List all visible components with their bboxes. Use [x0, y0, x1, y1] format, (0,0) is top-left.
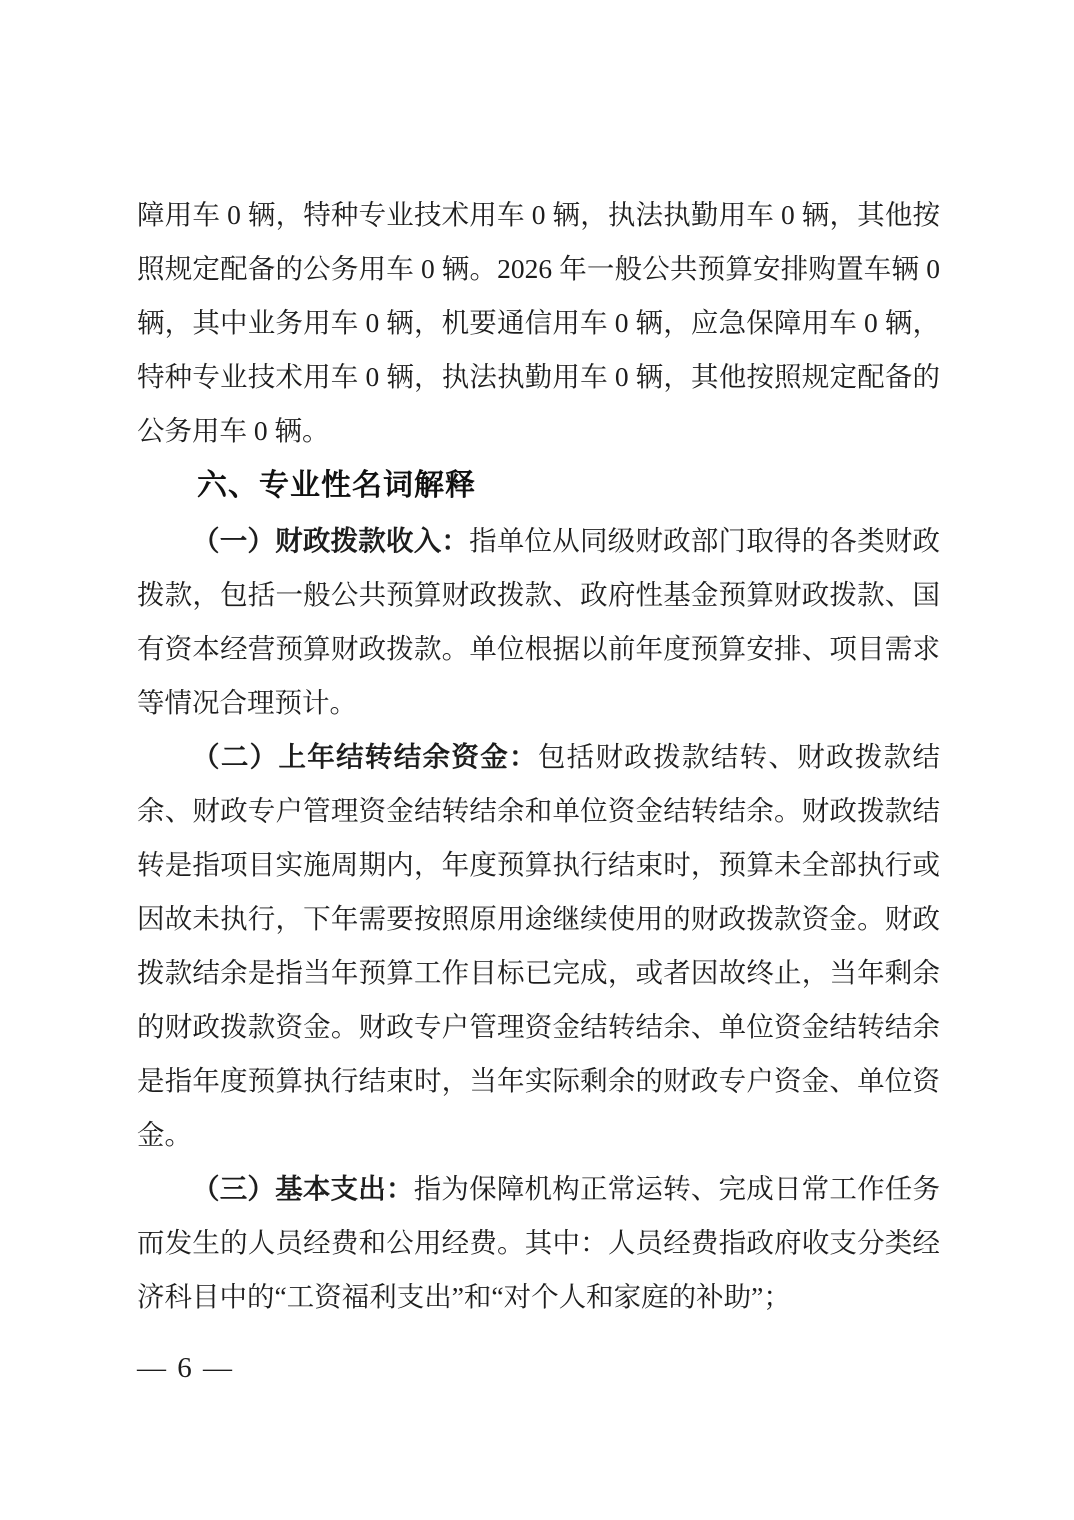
- term-1-body: 指单位从同级财政部门取得的各类财政拨款，包括一般公共预算财政拨款、政府性基金预算财政拨款、国有资本经营预算财政拨款。单位根据以前年度预算安排、项目需求等情况合理预计。: [137, 525, 941, 718]
- section-heading: 六、专业性名词解释: [197, 469, 476, 502]
- term-2-lead: （二）上年结转结余资金：: [192, 741, 538, 772]
- paragraph-vehicle-continuation: 障用车 0 辆，特种专业技术用车 0 辆，执法执勤用车 0 辆，其他按照规定配备的公务用车 0 辆。2026 年一般公共预算安排购置车辆 0 辆，其中业务用车 0 辆，机要通信用车 0 辆，应急保障用车 0 辆，特种专业技术用车 0 辆，执法执勤用车 0 辆，其他按照规定配备的公务用车 0 辆。: [137, 199, 940, 446]
- term-3-lead: （三）基本支出：: [192, 1173, 414, 1204]
- term-2-body: 包括财政拨款结转、财政拨款结余、财政专户管理资金结转结余和单位资金结转结余。财政拨款结转是指项目实施周期内，年度预算执行结束时，预算未全部执行或因故未执行，下年需要按照原用途继续使用的财政拨款资金。财政拨款结余是指当年预算工作目标已完成，或者因故终止，当年剩余的财政拨款资金。财政专户管理资金结转结余、单位资金结转结余是指年度预算执行结束时，当年实际剩余的财政专户资金、单位资金。: [137, 741, 941, 1150]
- term-definition-1: [137, 514, 940, 730]
- term-3-body: 指为保障机构正常运转、完成日常工作任务而发生的人员经费和公用经费。其中：人员经费指政府收支分类经济科目中的“工资福利支出”和“对个人和家庭的补助”；: [137, 1173, 941, 1312]
- term-1-lead: （一）财政拨款收入：: [192, 525, 470, 556]
- document-text-block: [137, 188, 940, 1324]
- term-definition-3: [137, 1162, 940, 1324]
- page-number: — 6 —: [137, 1352, 234, 1384]
- term-definition-2: [137, 730, 940, 1162]
